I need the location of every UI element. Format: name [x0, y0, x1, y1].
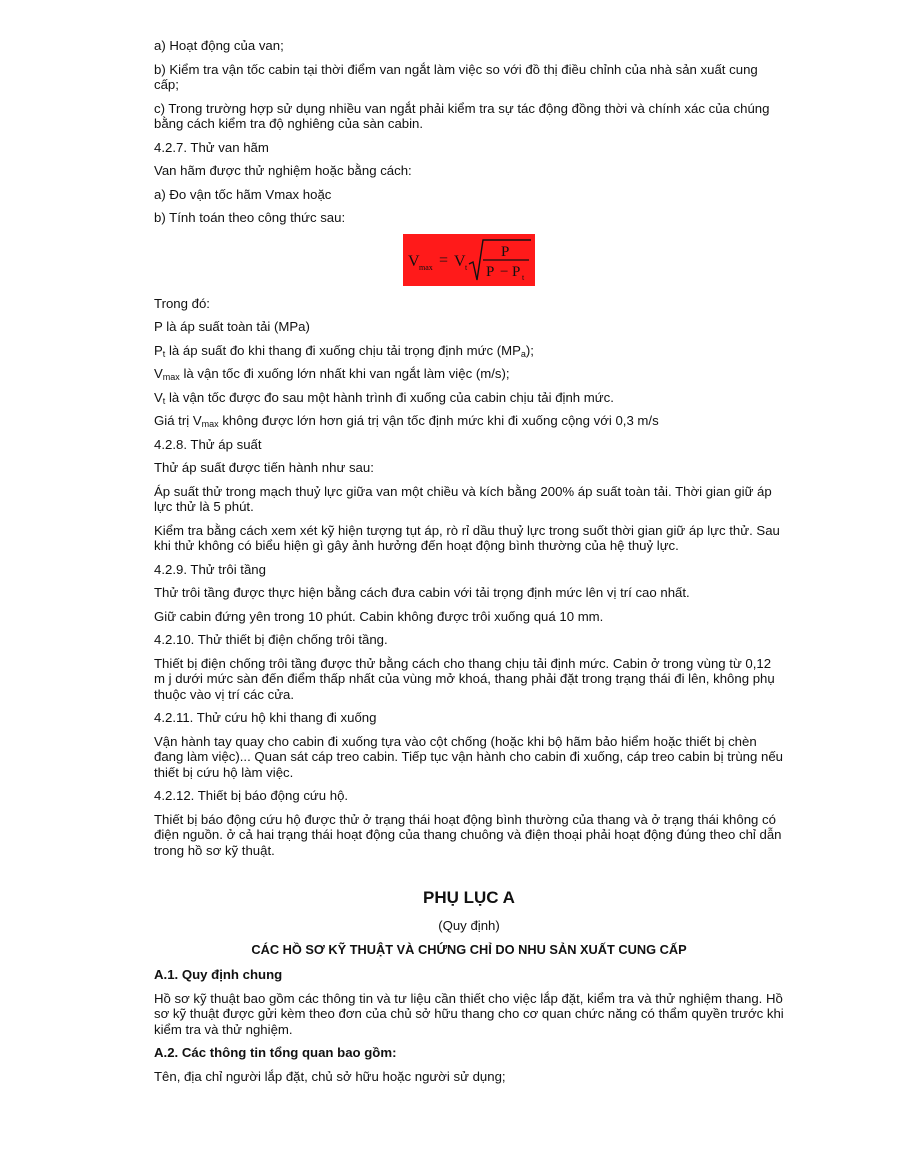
section-heading-4-2-12: 4.2.12. Thiết bị báo động cứu hộ.	[154, 788, 349, 803]
paragraph-where: Trong đó:	[154, 295, 210, 311]
limit-sub: max	[201, 419, 219, 429]
appendix-heading: CÁC HỒ SƠ KỸ THUẬT VÀ CHỨNG CHỈ DO NHU SẢN XUẤT CUNG CẤP	[251, 941, 687, 957]
definition-p: P là áp suất toàn tải (MPa)	[154, 319, 310, 334]
paragraph: Giữ cabin đứng yên trong 10 phút. Cabin không được trôi xuống quá 10 mm.	[154, 608, 604, 624]
formula-svg	[403, 234, 535, 286]
formula-image	[403, 234, 535, 286]
definition-text: là áp suất đo khi thang đi xuống chịu tải trọng định mức (MP	[165, 342, 521, 358]
definition-end: );	[525, 342, 534, 358]
appendix-a2-title: A.2. Các thông tin tổng quan bao gồm:	[154, 1045, 397, 1060]
section-heading-4-2-9: 4.2.9. Thử trôi tầng	[154, 561, 266, 577]
appendix-a2-text: Tên, địa chỉ người lắp đặt, chủ sở hữu hoặc người sử dụng;	[154, 1068, 506, 1084]
paragraph: Thử áp suất được tiến hành như sau:	[154, 460, 374, 475]
symbol: V	[154, 366, 163, 381]
paragraph: Kiểm tra bằng cách xem xét kỹ hiện tượng tụt áp, rò rỉ dầu thuỷ lực trong suốt thời gian giữ áp lực thử. Sau khi thử không có biểu hiện gì gây ảnh hưởng đến hoạt động bình thường của hệ thuỷ lực.	[154, 522, 780, 553]
section-heading-4-2-11: 4.2.11. Thử cứu hộ khi thang đi xuống	[154, 710, 377, 725]
section-heading-4-2-8: 4.2.8. Thử áp suất	[154, 436, 262, 452]
paragraph: Thiết bị điện chống trôi tầng được thử bằng cách cho thang chịu tải định mức. Cabin ở trong vùng từ 0,12 m j dưới mức sàn đến điểm thấp nhất của vùng mở khoá, thang phải đặt trong trạng thái đi lên, không phụ thuộc vào vị trí các cửa.	[154, 655, 775, 702]
symbol: P	[154, 342, 163, 358]
definition-vmax	[154, 366, 784, 382]
formula-v: V	[454, 252, 466, 270]
paragraph: Áp suất thử trong mạch thuỷ lực giữa van một chiều và kích bằng 200% áp suất toàn tải. Thời gian giữ áp lực thử là 5 phút.	[154, 483, 772, 514]
definition-text: là vận tốc đi xuống lớn nhất khi van ngắt làm việc (m/s);	[179, 366, 510, 381]
formula-lhs-sub: max	[419, 262, 433, 272]
formula-v-sub: t	[465, 262, 468, 272]
document-body	[154, 38, 784, 1092]
formula-den-a: P	[486, 263, 495, 280]
symbol: V	[154, 389, 163, 405]
appendix-subtitle: (Quy định)	[438, 918, 500, 933]
paragraph: b) Tính toán theo công thức sau:	[154, 210, 346, 225]
formula-den-minus: −	[500, 263, 509, 280]
paragraph: b) Kiểm tra vận tốc cabin tại thời điểm van ngắt làm việc so với đồ thị điều chỉnh của nhà sản xuất cung cấp;	[154, 61, 758, 92]
formula-numerator: P	[501, 243, 510, 260]
paragraph: Van hãm được thử nghiệm hoặc bằng cách:	[154, 163, 412, 178]
definition-pt	[154, 343, 784, 359]
limit-text-a: Giá trị V	[154, 413, 202, 428]
paragraph: Vận hành tay quay cho cabin đi xuống tựa vào cột chống (hoặc khi bộ hãm bảo hiểm hoặc thiết bị chèn đang làm việc)... Quan sát cáp treo cabin. Tiếp tục vận hành cho cabin đi xuống, cáp treo cabin bị trùng nếu thiết bị cứu hộ làm việc.	[154, 733, 783, 780]
paragraph: Thiết bị báo động cứu hộ được thử ở trạng thái hoạt động bình thường của thang và ở trạng thái không có điện nguồn. ở cả hai trạng thái hoạt động của thang chuông và điện thoại phải hoạt động đúng theo chỉ dẫn trong hồ sơ kỹ thuật.	[154, 811, 782, 858]
formula-den-b-sub: t	[522, 272, 525, 282]
limit-text-b: không được lớn hơn giá trị vận tốc định mức khi đi xuống cộng với 0,3 m/s	[218, 413, 659, 428]
unit-sub: a	[520, 348, 526, 359]
formula-lhs: V	[408, 252, 420, 270]
symbol-sub: max	[162, 372, 180, 382]
paragraph: c) Trong trường hợp sử dụng nhiều van ngắt phải kiểm tra sự tác động đồng thời và chính xác của chúng bằng cách kiểm tra độ nghiêng của sàn cabin.	[154, 100, 770, 131]
paragraph: Thử trôi tầng được thực hiện bằng cách đưa cabin với tải trọng định mức lên vị trí cao nhất.	[154, 585, 690, 600]
formula-container	[154, 234, 784, 286]
formula-den-b: P	[512, 263, 521, 280]
appendix-a1-text: Hồ sơ kỹ thuật bao gồm các thông tin và tư liệu cần thiết cho việc lắp đặt, kiểm tra và thử nghiệm thang. Hồ sơ kỹ thuật được gửi kèm theo đơn của chủ sở hữu thang cho cơ quan chức năng có thẩm quyền trước khi kiểm tra và thử nghiệm.	[154, 990, 784, 1037]
paragraph: a) Đo vận tốc hãm Vmax hoặc	[154, 186, 332, 202]
appendix-a1-title: A.1. Quy định chung	[154, 967, 283, 982]
paragraph: a) Hoạt động của van;	[154, 38, 284, 53]
formula-equals: =	[439, 251, 449, 269]
appendix-title: PHỤ LỤC A	[423, 888, 515, 907]
symbol-sub: t	[162, 348, 166, 359]
limit-paragraph	[154, 413, 784, 429]
definition-text: là vận tốc được đo sau một hành trình đi xuống của cabin chịu tải định mức.	[165, 389, 614, 405]
section-heading-4-2-10: 4.2.10. Thử thiết bị điện chống trôi tầng.	[154, 632, 388, 647]
definition-vt	[154, 390, 784, 406]
section-heading-4-2-7: 4.2.7. Thử van hãm	[154, 139, 269, 155]
symbol-sub: t	[162, 395, 166, 406]
